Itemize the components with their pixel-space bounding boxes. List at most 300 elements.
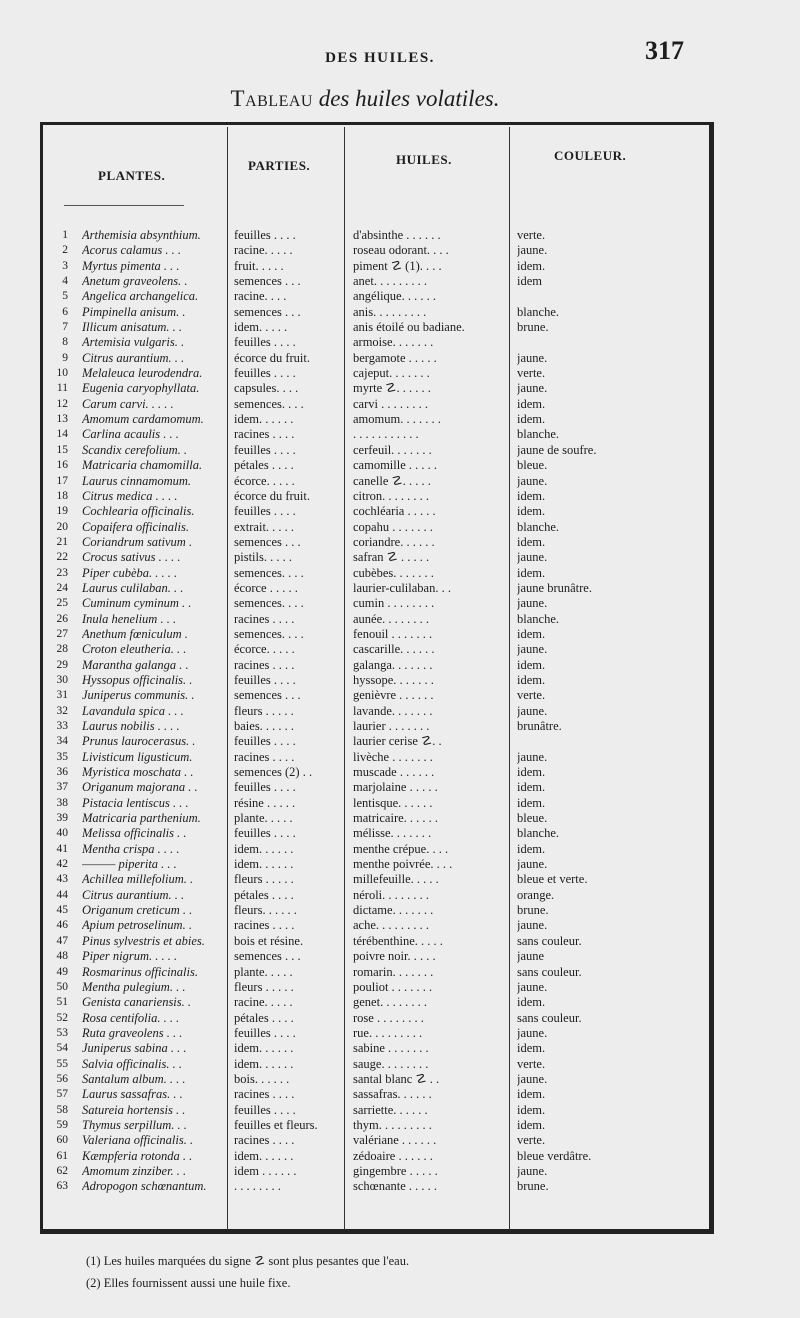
plant-part: idem. . . . . . xyxy=(234,1056,294,1071)
plant-name: Kæmpferia rotonda . . xyxy=(82,1148,193,1163)
table-row xyxy=(0,842,720,857)
oil-name: muscade . . . . . . xyxy=(353,765,435,780)
oil-name: ache. . . . . . . . . xyxy=(353,918,430,933)
oil-name: camomille . . . . . xyxy=(353,458,438,473)
row-number: 9 xyxy=(62,351,68,364)
oil-name: rue. . . . . . . . . xyxy=(353,1025,423,1040)
plant-part: feuilles . . . . xyxy=(234,1025,296,1040)
plant-name: Piper nigrum. . . . . xyxy=(82,949,178,964)
oil-name: citron. . . . . . . . xyxy=(353,488,430,503)
oil-name: genièvre . . . . . . xyxy=(353,688,434,703)
row-number: 20 xyxy=(56,520,68,533)
plant-name: Santalum album. . . . xyxy=(82,1071,186,1086)
oil-color: idem. xyxy=(517,672,546,687)
row-number: 24 xyxy=(56,581,68,594)
table-row xyxy=(0,351,720,366)
plant-name: Citrus medica . . . . xyxy=(82,488,178,503)
table-row xyxy=(0,397,720,412)
oil-name: sassafras. . . . . . xyxy=(353,1087,432,1102)
plant-name: Carum carvi. . . . . xyxy=(82,396,174,411)
table-row xyxy=(0,1103,720,1118)
plant-part: plante. . . . . xyxy=(234,811,293,826)
plant-name: Matricaria chamomilla. xyxy=(82,458,203,473)
oil-color: idem. xyxy=(517,1117,546,1132)
row-number: 18 xyxy=(56,489,68,502)
oil-name: fenouil . . . . . . . xyxy=(353,626,433,641)
row-number: 59 xyxy=(56,1118,68,1131)
oil-name: menthe crépue. . . . xyxy=(353,841,449,856)
row-number: 52 xyxy=(56,1011,68,1024)
plant-name: Eugenia caryophyllata. xyxy=(82,381,200,396)
oil-color: sans couleur. xyxy=(517,933,582,948)
table-row xyxy=(0,612,720,627)
plant-name: Laurus nobilis . . . . xyxy=(82,719,180,733)
plant-part: feuilles . . . . xyxy=(234,1102,296,1117)
oil-name: térébenthine. . . . . xyxy=(353,933,443,948)
plant-part: fleurs . . . . . xyxy=(234,979,294,994)
plant-part: écorce. . . . . xyxy=(234,642,295,657)
plant-part: idem . . . . . . xyxy=(234,1163,297,1178)
plant-name: Illicum anisatum. . . xyxy=(82,320,182,335)
table-row xyxy=(0,1164,720,1179)
row-number: 46 xyxy=(56,919,68,932)
table-row xyxy=(0,320,720,335)
plant-part: racines . . . . xyxy=(234,1087,295,1102)
plant-name: Ruta graveolens . . . xyxy=(82,1025,183,1040)
oil-color: brune. xyxy=(517,320,549,335)
plant-part: écorce. . . . . xyxy=(234,473,295,488)
oil-color: jaune. xyxy=(517,243,548,258)
oil-color: verte. xyxy=(517,366,546,381)
oil-color: brunâtre. xyxy=(517,719,562,733)
oil-color: blanche. xyxy=(517,826,559,841)
row-number: 41 xyxy=(56,842,68,855)
plant-part: feuilles . . . . xyxy=(234,228,296,242)
table-row xyxy=(0,1179,720,1194)
oil-name: cubèbes. . . . . . . xyxy=(353,565,434,580)
plant-name: Crocus sativus . . . . xyxy=(82,550,181,565)
row-number: 32 xyxy=(56,704,68,717)
oil-name: schœnante . . . . . xyxy=(353,1179,438,1194)
row-number: 45 xyxy=(56,904,68,917)
table-row xyxy=(0,550,720,565)
oil-name: cumin . . . . . . . . xyxy=(353,596,435,611)
row-number: 21 xyxy=(56,535,68,548)
running-head: DES HUILES. xyxy=(325,50,435,66)
table-row xyxy=(0,658,720,673)
plant-part: extrait. . . . . xyxy=(234,519,295,534)
table-row xyxy=(0,750,720,765)
plant-name: Myrtus pimenta . . . xyxy=(82,258,180,273)
row-number: 19 xyxy=(56,505,68,518)
plant-name: Scandix cerefolium. . xyxy=(82,442,188,457)
plant-part: plante. . . . . xyxy=(234,964,293,979)
plant-name: Cuminum cyminum . . xyxy=(82,596,192,611)
table-row xyxy=(0,1087,720,1102)
oil-color: jaune. xyxy=(517,381,548,396)
table-row xyxy=(0,934,720,949)
oil-color: jaune. xyxy=(517,703,548,718)
row-number: 56 xyxy=(56,1072,68,1085)
plant-name: ——— piperita . . . xyxy=(82,857,177,872)
plant-part: idem. . . . . . xyxy=(234,841,294,856)
table-row xyxy=(0,289,720,304)
oil-color: verte. xyxy=(517,1056,546,1071)
table-row xyxy=(0,719,720,734)
plant-name: Amomum zinziber. . . xyxy=(82,1163,187,1178)
table-row xyxy=(0,535,720,550)
plant-part: idem. . . . . . xyxy=(234,857,294,872)
oil-name: livèche . . . . . . . xyxy=(353,749,433,764)
oil-color: idem. xyxy=(517,258,546,273)
plant-name: Marantha galanga . . xyxy=(82,657,189,672)
row-number: 15 xyxy=(56,443,68,456)
table-row xyxy=(0,826,720,841)
oil-color: blanche. xyxy=(517,304,559,319)
oil-color: idem. xyxy=(517,780,546,795)
oil-color: jaune. xyxy=(517,642,548,657)
plant-part: feuilles . . . . xyxy=(234,672,296,687)
oil-name: anis étoilé ou badiane. xyxy=(353,320,465,335)
plant-name: Adropogon schœnantum. xyxy=(82,1179,207,1194)
plant-part: fruit. . . . . xyxy=(234,258,284,273)
plant-name: Acorus calamus . . . xyxy=(82,243,181,258)
row-number: 39 xyxy=(56,812,68,825)
row-number: 35 xyxy=(56,750,68,763)
oil-color: jaune. xyxy=(517,1025,548,1040)
page-number: 317 xyxy=(645,36,684,65)
row-number: 13 xyxy=(56,413,68,426)
plant-part: racines . . . . xyxy=(234,749,295,764)
row-number: 57 xyxy=(56,1088,68,1101)
plant-name: Apium petroselinum. . xyxy=(82,918,192,933)
table-row xyxy=(0,1149,720,1164)
row-number: 5 xyxy=(62,290,68,303)
plant-part: semences (2) . . xyxy=(234,765,313,780)
table-row xyxy=(0,366,720,381)
oil-color: blanche. xyxy=(517,427,559,442)
row-number: 30 xyxy=(56,673,68,686)
row-number: 36 xyxy=(56,766,68,779)
oil-name: sabine . . . . . . . xyxy=(353,1041,429,1056)
row-number: 34 xyxy=(56,735,68,748)
table-row xyxy=(0,412,720,427)
oil-name: romarin. . . . . . . xyxy=(353,964,434,979)
oil-name: coriandre. . . . . . xyxy=(353,534,435,549)
row-number: 16 xyxy=(56,459,68,472)
plant-name: Salvia officinalis. . . xyxy=(82,1056,182,1071)
table-row xyxy=(0,427,720,442)
oil-name: copahu . . . . . . . xyxy=(353,519,433,534)
row-number: 29 xyxy=(56,658,68,671)
plant-part: baies. . . . . . xyxy=(234,719,295,733)
row-number: 63 xyxy=(56,1180,68,1193)
row-number: 42 xyxy=(56,858,68,871)
plant-name: Melissa officinalis . . xyxy=(82,826,187,841)
oil-name: thym. . . . . . . . . xyxy=(353,1117,432,1132)
plant-name: Amomum cardamomum. xyxy=(82,412,204,427)
plant-part: pétales . . . . xyxy=(234,887,294,902)
table-row xyxy=(0,1057,720,1072)
oil-color: jaune de soufre. xyxy=(517,442,597,457)
row-number: 48 xyxy=(56,950,68,963)
plant-part: semences . . . xyxy=(234,534,301,549)
oil-name: gingembre . . . . . xyxy=(353,1163,438,1178)
plant-part: bois et résine. xyxy=(234,933,304,948)
table-row xyxy=(0,796,720,811)
plant-name: Matricaria parthenium. xyxy=(82,811,201,826)
oil-name: hyssope. . . . . . . xyxy=(353,672,434,687)
plant-part: pétales . . . . xyxy=(234,458,294,473)
oil-name: carvi . . . . . . . . xyxy=(353,396,428,411)
oil-color: brune. xyxy=(517,903,549,918)
oil-color: idem. xyxy=(517,995,546,1010)
table-row xyxy=(0,995,720,1010)
plant-name: Juniperus sabina . . . xyxy=(82,1041,187,1056)
table-row xyxy=(0,274,720,289)
oil-color: jaune. xyxy=(517,550,548,565)
footnote-2: (2) Elles fournissent aussi une huile fixe. xyxy=(86,1276,291,1290)
oil-name: sarriette. . . . . . xyxy=(353,1102,428,1117)
oil-color: idem. xyxy=(517,396,546,411)
plant-name: Artemisia vulgaris. . xyxy=(82,335,185,350)
plant-part: feuilles . . . . xyxy=(234,504,296,519)
table-row xyxy=(0,443,720,458)
oil-name: anet. . . . . . . . . xyxy=(353,274,427,289)
oil-color: idem. xyxy=(517,534,546,549)
oil-name: menthe poivrée. . . . xyxy=(353,857,453,872)
oil-color: verte. xyxy=(517,1133,546,1148)
plant-part: écorce du fruit. xyxy=(234,488,311,503)
plant-name: Genista canariensis. . xyxy=(82,995,192,1010)
table-title-small-caps: Tableau xyxy=(230,86,313,111)
plant-part: feuilles et fleurs. xyxy=(234,1117,318,1132)
table-row xyxy=(0,811,720,826)
plant-name: Myristica moschata . . xyxy=(82,765,194,780)
plant-part: écorce . . . . . xyxy=(234,580,298,595)
plant-part: semences. . . . xyxy=(234,396,304,411)
oil-color: idem. xyxy=(517,765,546,780)
plant-part: semences. . . . xyxy=(234,565,304,580)
row-number: 26 xyxy=(56,612,68,625)
oil-color: sans couleur. xyxy=(517,1010,582,1025)
oil-name: valériane . . . . . . xyxy=(353,1133,437,1148)
table-row xyxy=(0,688,720,703)
table-row xyxy=(0,704,720,719)
oil-name: genet. . . . . . . . xyxy=(353,995,427,1010)
oil-name: lavande. . . . . . . xyxy=(353,703,433,718)
oil-name: zédoaire . . . . . . xyxy=(353,1148,433,1163)
plant-name: Cochlearia officinalis. xyxy=(82,504,195,519)
oil-name: laurier cerise ☡. . xyxy=(353,734,442,749)
table-row xyxy=(0,335,720,350)
row-number: 12 xyxy=(56,397,68,410)
oil-name: matricaire. . . . . . xyxy=(353,811,439,826)
oil-name: aunée. . . . . . . . xyxy=(353,611,430,626)
plant-name: Melaleuca leurodendra. xyxy=(82,366,203,381)
oil-name: anis. . . . . . . . . xyxy=(353,304,427,319)
table-row xyxy=(0,381,720,396)
plant-part: idem. . . . . xyxy=(234,320,288,335)
plant-part: idem. . . . . . xyxy=(234,412,294,427)
plant-name: Satureia hortensis . . xyxy=(82,1102,186,1117)
plant-part: pistils. . . . . xyxy=(234,550,292,565)
oil-color: bleue. xyxy=(517,811,548,826)
plant-part: semences . . . xyxy=(234,688,301,703)
oil-color: orange. xyxy=(517,887,555,902)
plant-part: fleurs. . . . . . xyxy=(234,903,297,918)
table-row xyxy=(0,1118,720,1133)
oil-name: sauge. . . . . . . . xyxy=(353,1056,429,1071)
table-row xyxy=(0,1133,720,1148)
row-number: 27 xyxy=(56,627,68,640)
oil-color: brune. xyxy=(517,1179,549,1194)
plant-part: racines . . . . xyxy=(234,427,295,442)
plant-part: capsules. . . . xyxy=(234,381,299,396)
plant-name: Anethum fœniculum . xyxy=(82,626,188,641)
plant-part: racines . . . . xyxy=(234,657,295,672)
plant-part: semences. . . . xyxy=(234,596,304,611)
oil-name: roseau odorant. . . . xyxy=(353,243,449,258)
table-row xyxy=(0,673,720,688)
row-number: 49 xyxy=(56,965,68,978)
table-row xyxy=(0,504,720,519)
row-number: 7 xyxy=(62,321,68,334)
plant-name: Carlina acaulis . . . xyxy=(82,427,179,442)
plant-part: feuilles . . . . xyxy=(234,442,296,457)
oil-name: safran ☡ . . . . . xyxy=(353,550,430,565)
plant-part: idem. . . . . . xyxy=(234,1148,294,1163)
plant-part: feuilles . . . . xyxy=(234,826,296,841)
table-row xyxy=(0,520,720,535)
footnotes xyxy=(86,1250,409,1294)
plant-part: racines . . . . xyxy=(234,918,295,933)
oil-name: marjolaine . . . . . xyxy=(353,780,438,795)
footnote-1: (1) Les huiles marquées du signe ☡ sont plus pesantes que l'eau. xyxy=(86,1254,410,1268)
row-number: 2 xyxy=(62,244,68,257)
oil-name: cajeput. . . . . . . xyxy=(353,366,430,381)
header-parties: PARTIES. xyxy=(248,158,311,173)
plant-name: Piper cubèba. . . . . xyxy=(82,565,178,580)
table-row xyxy=(0,596,720,611)
row-number: 58 xyxy=(56,1103,68,1116)
oil-color: jaune xyxy=(517,949,545,964)
oil-color: jaune. xyxy=(517,350,548,365)
row-number: 11 xyxy=(56,382,68,395)
table-row xyxy=(0,305,720,320)
oil-color: bleue. xyxy=(517,458,548,473)
oil-name: rose . . . . . . . . xyxy=(353,1010,424,1025)
plant-part: racine. . . . . xyxy=(234,243,293,258)
plant-part: racine. . . . . xyxy=(234,995,293,1010)
oil-color: idem. xyxy=(517,1041,546,1056)
plant-part: feuilles . . . . xyxy=(234,366,296,381)
header-huiles: HUILES. xyxy=(396,152,452,167)
oil-name: cochléaria . . . . . xyxy=(353,504,436,519)
plant-name: Arthemisia absynthium. xyxy=(82,228,201,242)
plant-name: Laurus culilaban. . . xyxy=(82,580,184,595)
row-number: 31 xyxy=(56,689,68,702)
plant-name: Laurus sassafras. . . xyxy=(82,1087,183,1102)
plant-part: écorce du fruit. xyxy=(234,350,311,365)
oil-color: jaune. xyxy=(517,473,548,488)
plant-name: Pistacia lentiscus . . . xyxy=(82,795,189,810)
row-number: 38 xyxy=(56,796,68,809)
plant-name: Citrus aurantium. . . xyxy=(82,887,185,902)
row-number: 1 xyxy=(62,229,68,241)
plant-name: Rosa centifolia. . . . xyxy=(82,1010,180,1025)
plant-part: feuilles . . . . xyxy=(234,734,296,749)
plant-name: Pimpinella anisum. . xyxy=(82,304,186,319)
row-number: 6 xyxy=(62,305,68,318)
header-couleur: COULEUR. xyxy=(554,148,627,163)
oil-name: laurier-culilaban. . . xyxy=(353,580,451,595)
row-number: 50 xyxy=(56,980,68,993)
plant-name: Origanum majorana . . xyxy=(82,780,198,795)
plant-part: . . . . . . . . xyxy=(234,1179,281,1194)
table-title-italic: des huiles volatiles. xyxy=(312,86,500,111)
table-row xyxy=(0,949,720,964)
plant-name: Laurus cinnamomum. xyxy=(82,473,192,488)
plant-part: idem. . . . . . xyxy=(234,1041,294,1056)
row-number: 55 xyxy=(56,1057,68,1070)
plant-name: Anetum graveolens. . xyxy=(82,274,188,289)
row-number: 43 xyxy=(56,873,68,886)
plant-part: racine. . . . xyxy=(234,289,287,304)
row-number: 53 xyxy=(56,1026,68,1039)
row-number: 37 xyxy=(56,781,68,794)
table-title xyxy=(0,86,730,112)
oil-name: armoise. . . . . . . xyxy=(353,335,434,350)
oil-color: idem. xyxy=(517,626,546,641)
table-row xyxy=(0,458,720,473)
plant-name: Origanum creticum . . xyxy=(82,903,193,918)
table-row xyxy=(0,765,720,780)
oil-name: piment ☡ (1). . . . xyxy=(353,258,442,273)
table-row xyxy=(0,980,720,995)
row-number: 47 xyxy=(56,934,68,947)
plant-name: Citrus aurantium. . . xyxy=(82,350,185,365)
oil-name: . . . . . . . . . . . xyxy=(353,427,419,442)
table-row xyxy=(0,243,720,258)
row-number: 25 xyxy=(56,597,68,610)
oil-color: jaune. xyxy=(517,1071,548,1086)
table-row xyxy=(0,1011,720,1026)
oil-name: myrte ☡. . . . . . xyxy=(353,381,431,396)
oil-color: idem. xyxy=(517,565,546,580)
plant-part: racines . . . . xyxy=(234,1133,295,1148)
row-number: 8 xyxy=(62,336,68,349)
table-row xyxy=(0,1026,720,1041)
oil-color: idem. xyxy=(517,795,546,810)
table-row xyxy=(0,566,720,581)
table-row xyxy=(0,642,720,657)
plant-name: Rosmarinus officinalis. xyxy=(82,964,198,979)
oil-color: bleue et verte. xyxy=(517,872,588,887)
table-row xyxy=(0,734,720,749)
table-row xyxy=(0,903,720,918)
oil-name: amomum. . . . . . . xyxy=(353,412,441,427)
plant-name: Livisticum ligusticum. xyxy=(82,749,193,764)
table-row xyxy=(0,228,720,243)
table-row xyxy=(0,965,720,980)
oil-color: blanche. xyxy=(517,519,559,534)
oil-color: jaune. xyxy=(517,1163,548,1178)
oil-color: idem. xyxy=(517,841,546,856)
plant-part: fleurs . . . . . xyxy=(234,703,294,718)
oil-name: bergamote . . . . . xyxy=(353,350,437,365)
plant-name: Juniperus communis. . xyxy=(82,688,195,703)
